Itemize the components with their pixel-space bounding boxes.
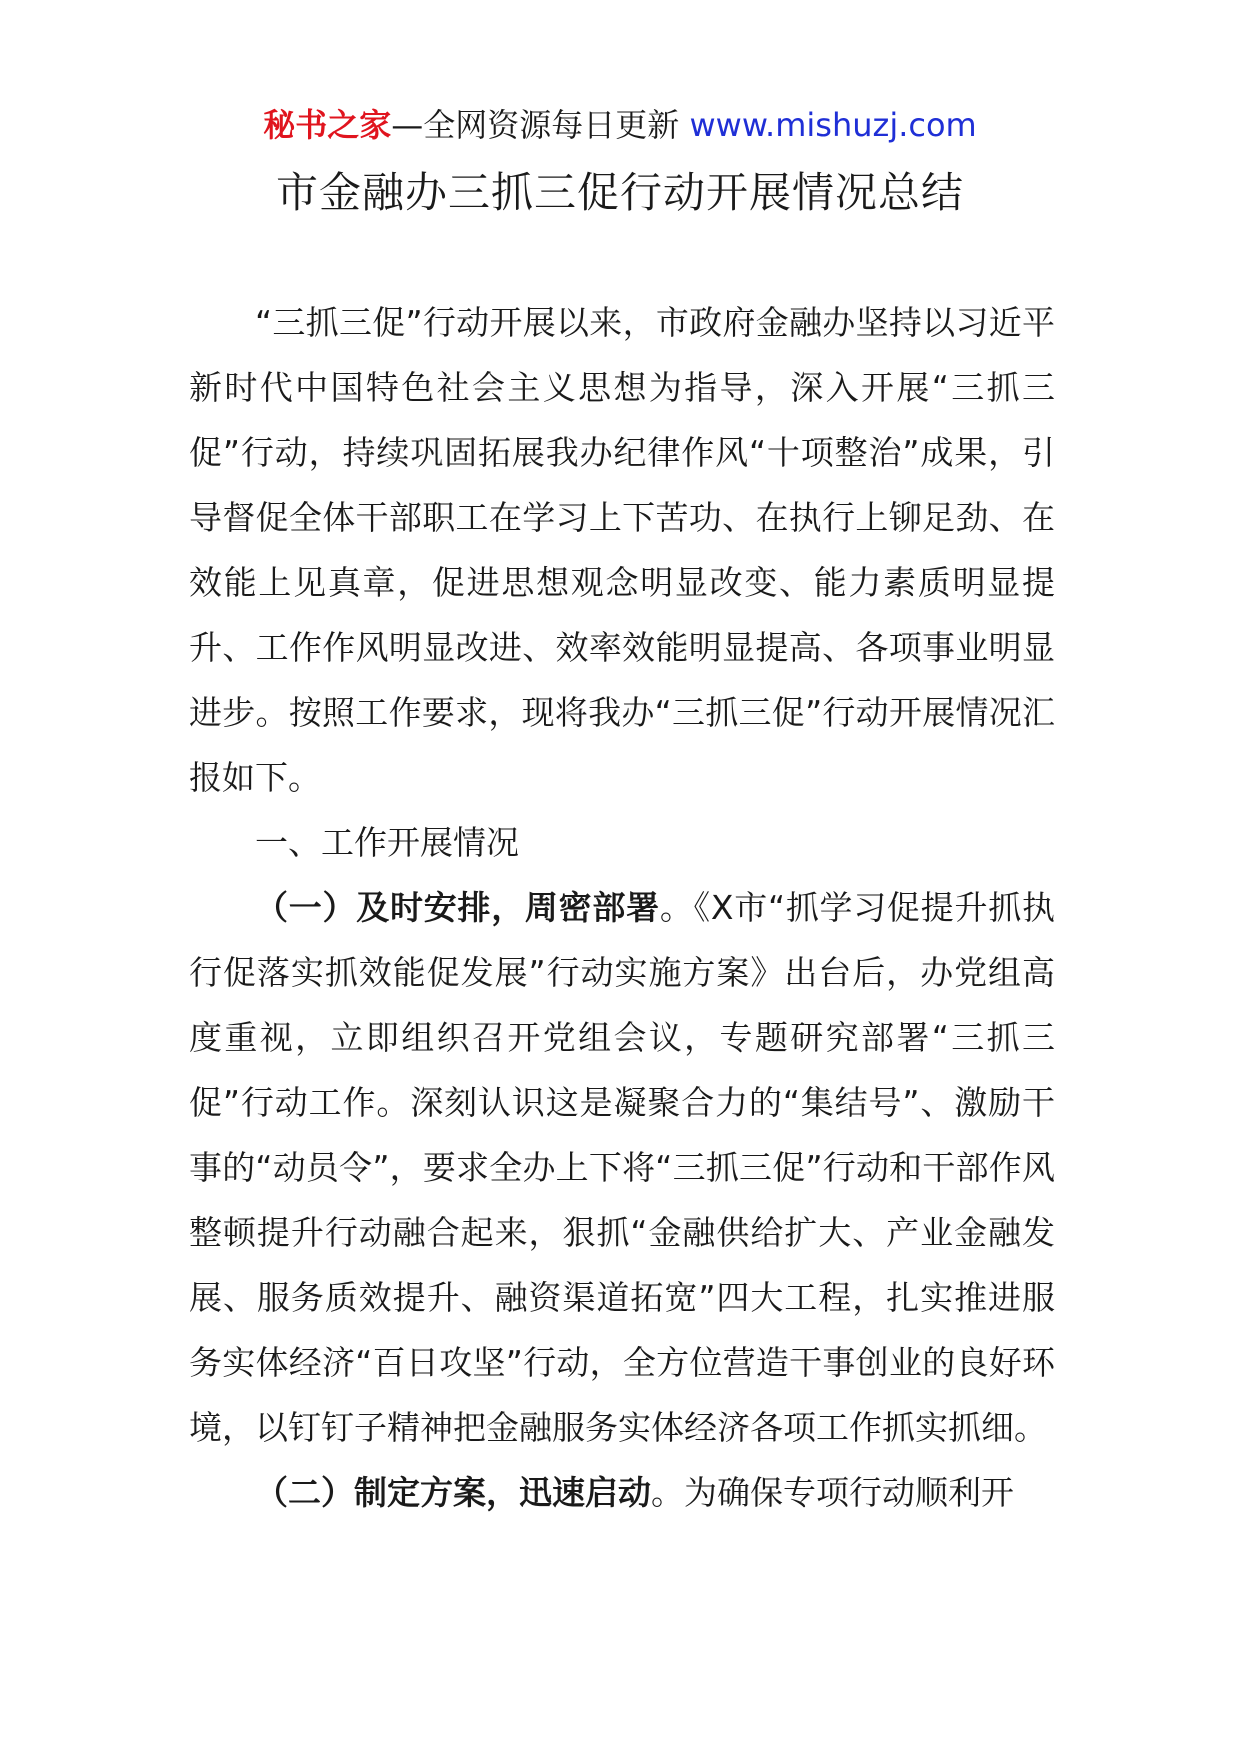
intro-paragraph: “三抓三促”行动开展以来，市政府金融办坚持以习近平新时代中国特色社会主义思想为指导，深入开展“三抓三促”行动，持续巩固拓展我办纪律作风“十项整治”成果，引导督促全体干部职工在学习上下苦功、在执行上铆足劲、在效能上见真章，促进思想观念明显改变、能力素质明显提升、工作作风明显改进、效率效能明显提高、各项事业明显进步。按照工作要求，现将我办“三抓三促”行动开展情况汇报如下。 [189,303,1055,797]
item-paragraph-1 [189,875,1055,1460]
document-title: 市金融办三抓三促行动开展情况总结 [275,168,964,217]
site-name: 秘书之家 [263,106,392,144]
item-heading-2: （二）制定方案，迅速启动 [255,1473,651,1512]
item-text-2: 。为确保专项行动顺利开 [651,1473,1014,1512]
site-tagline: —全网资源每日更新 [391,106,680,144]
site-header [0,103,1240,147]
item-heading-1: （一）及时安排，周密部署 [255,888,660,927]
item-paragraph-2 [189,1460,1055,1525]
site-url-link[interactable]: www.mishuzj.com [689,106,977,144]
document-body [189,290,1055,1525]
item-text-1: 。《X市“抓学习促提升抓执行促落实抓效能促发展”行动实施方案》出台后，办党组高度重视，立即组织召开党组会议，专题研究部署“三抓三促”行动工作。深刻认识这是凝聚合力的“集结号”、激励干事的“动员令”，要求全办上下将“三抓三促”行动和干部作风整顿提升行动融合起来，狠抓“金融供给扩大、产业金融发展、服务质效提升、融资渠道拓宽”四大工程，扎实推进服务实体经济“百日攻坚”行动，全方位营造干事创业的良好环境，以钉钉子精神把金融服务实体经济各项工作抓实抓细。 [189,888,1056,1447]
section-heading: 一、工作开展情况 [255,823,519,862]
